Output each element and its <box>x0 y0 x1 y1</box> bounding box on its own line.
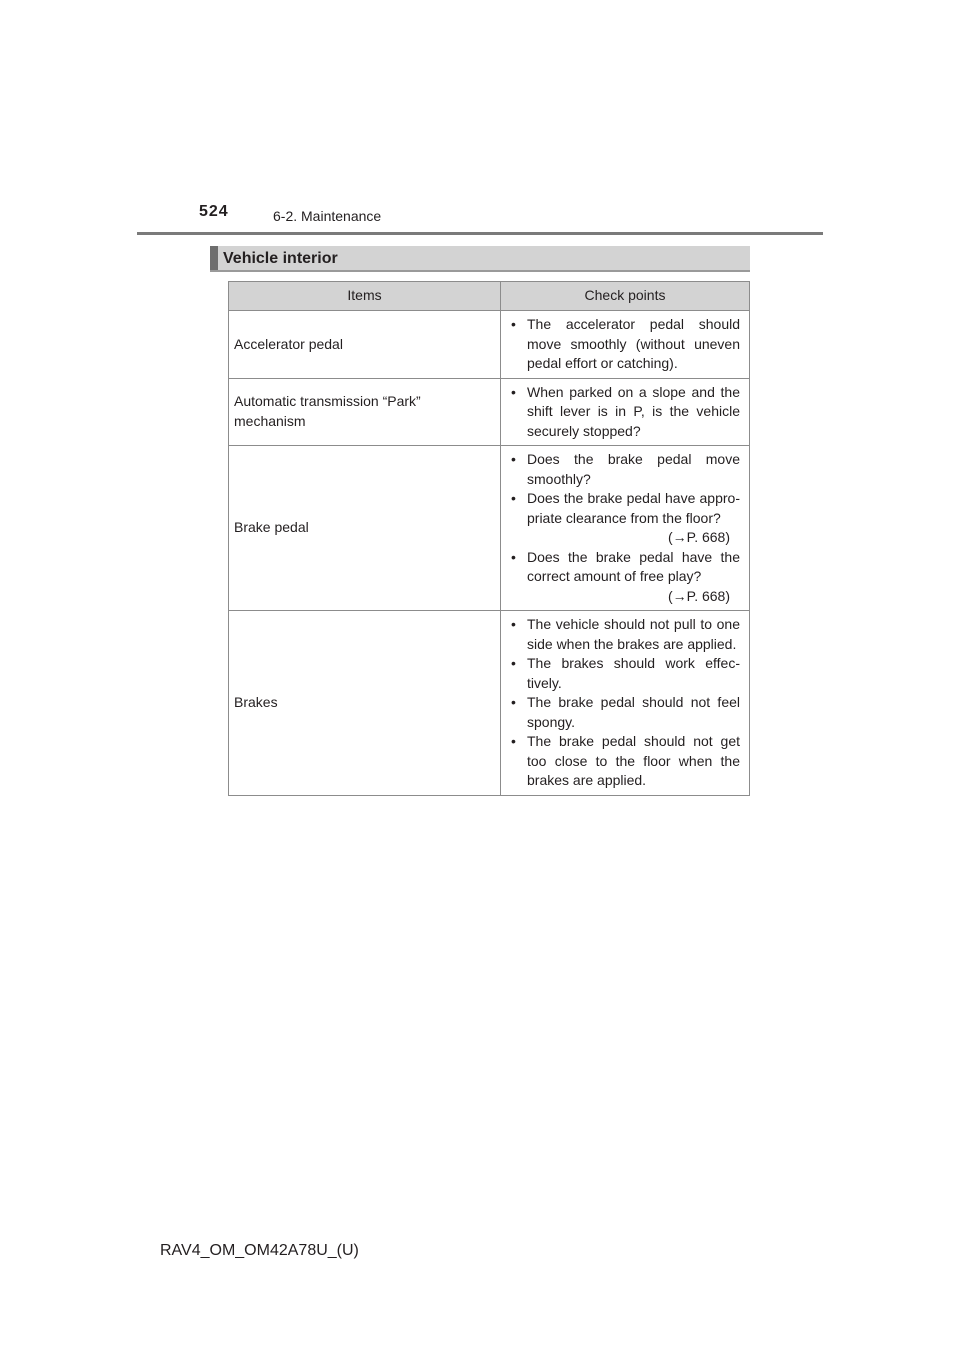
item-cell: Automatic transmission “Park” mechanism <box>229 378 501 446</box>
section-label: 6-2. Maintenance <box>273 208 382 224</box>
section-heading-accent <box>210 246 218 270</box>
check-point-text: Does the brake pedal have the correct amount of free play? <box>527 548 740 584</box>
page-number: 524 <box>199 203 229 220</box>
check-points-list <box>509 383 740 442</box>
check-points-cell <box>501 378 750 446</box>
check-point-text: Does the brake pedal have appro-priate clearance from the floor? <box>527 490 740 526</box>
check-point-text: The brakes should work effec-tively. <box>527 655 740 691</box>
table-row <box>229 311 750 379</box>
check-point <box>509 489 740 548</box>
item-cell: Brake pedal <box>229 446 501 611</box>
table-row <box>229 446 750 611</box>
check-point-text: The accelerator pedal should move smoothly (without uneven pedal effort or catching). <box>527 316 740 371</box>
table-row <box>229 378 750 446</box>
check-points-list <box>509 315 740 374</box>
check-point-text: The brake pedal should not feel spongy. <box>527 694 740 730</box>
page-reference: (→P. 668) <box>668 529 730 545</box>
section-heading-bar <box>210 246 750 272</box>
check-points-cell <box>501 311 750 379</box>
check-point <box>509 615 740 654</box>
item-cell: Brakes <box>229 611 501 796</box>
item-cell: Accelerator pedal <box>229 311 501 379</box>
check-point <box>509 548 740 607</box>
check-points-cell <box>501 446 750 611</box>
table-header-row <box>229 282 750 311</box>
check-point-text: The brake pedal should not get too close to the floor when the brakes are applied. <box>527 733 740 788</box>
check-point <box>509 732 740 791</box>
maintenance-table <box>228 281 750 796</box>
page-reference: (→P. 668) <box>668 587 730 604</box>
check-point <box>509 693 740 732</box>
header-rule <box>137 232 823 235</box>
check-point-text: Does the brake pedal move smoothly? <box>527 451 740 487</box>
column-header-items: Items <box>229 282 501 311</box>
check-points-list <box>509 615 740 791</box>
check-point <box>509 315 740 374</box>
check-point-text: When parked on a slope and the shift lever is in P, is the vehicle securely stopped? <box>527 383 740 439</box>
check-points-list <box>509 450 740 606</box>
table-row <box>229 611 750 796</box>
check-points-cell <box>501 611 750 796</box>
check-point <box>509 450 740 489</box>
section-title: Vehicle interior <box>223 250 338 267</box>
column-header-check-points: Check points <box>501 282 750 311</box>
check-point <box>509 654 740 693</box>
document-code: RAV4_OM_OM42A78U_(U) <box>160 1242 359 1259</box>
check-point-text: The vehicle should not pull to one side when the brakes are applied. <box>527 616 740 652</box>
check-point <box>509 383 740 442</box>
